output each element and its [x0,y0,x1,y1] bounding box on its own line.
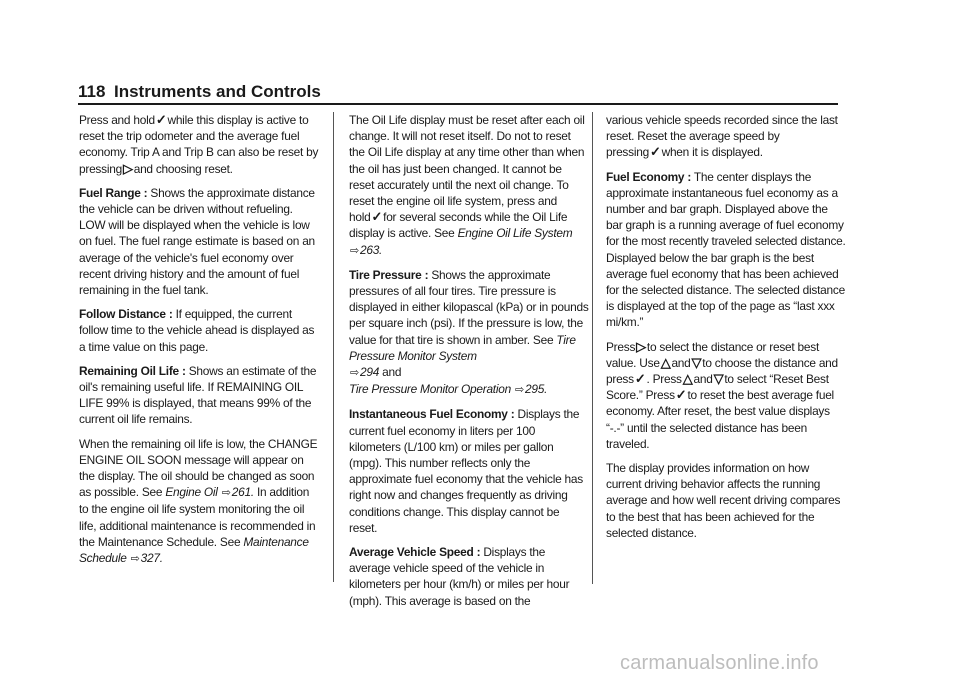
page-ref-263[interactable]: 263. [359,242,383,257]
reset-instructions-paragraph: Press▷to select the distance or reset best value. Use△and▽to choose the distance and press✓. Press△and▽to select “Reset Best Score.” Press✓to reset the best average fuel economy. After reset, the best value displays “-.-” until the selected distance has been traveled. [606,338,838,451]
page-ref-327[interactable]: 327. [140,551,163,566]
right-arrow-icon: ▷ [636,338,646,354]
follow-distance-paragraph: Follow Distance : If equipped, the current follow time to the vehicle ahead is displayed as a time value on this page. [79,307,315,354]
maintenance-schedule-link[interactable]: Maintenance Schedule [79,534,309,566]
instantaneous-fuel-economy-term: Instantaneous Fuel Economy : [349,407,515,422]
oil-life-paragraph: Remaining Oil Life : Shows an estimate of the oil's remaining useful life. If REMAINING OIL LIFE 99% is displayed, that means 99% of the current oil life remains. [79,363,317,427]
average-vehicle-speed-term: Average Vehicle Speed : [349,545,481,560]
follow-distance-term: Follow Distance : [79,307,173,322]
oil-reset-paragraph: The Oil Life display must be reset after each oil change. It will not reset itself. Do not to reset the Oil Life display at any time other than when the oil has just been changed. It cannot be reset accurately until the next oil change. To reset the engine oil life system, press and hold✓for several seconds while the Oil Life display is active. See Engine Oil Life System ⇨263. [349,113,585,257]
display-info-paragraph: The display provides information on how current driving behavior affects the running average and how well recent driving compares to the best that has been achieved for the selected distance. [606,461,841,540]
column-divider-2 [592,112,593,584]
page-arrow-icon: ⇨ [221,487,231,500]
down-arrow-icon: ▽ [691,354,702,370]
trip-reset-paragraph: Press and hold✓while this display is active to reset the trip odometer and the average fuel economy. Trip A and Trip B can also be reset by pressing▷and choosing reset. [79,112,319,176]
tire-pressure-monitor-system-link[interactable]: Tire Pressure Monitor System [349,332,576,363]
fuel-range-paragraph: Fuel Range : Shows the approximate distance the vehicle can be driven without refueling. LOW will be displayed when the vehicle is low on fuel. The fuel range estimate is based on an average of the vehicle's fuel economy over recent driving history and the amount of fuel remaining in the fuel tank. [79,185,315,298]
page-arrow-icon: ⇨ [515,384,525,397]
column-2 [349,112,589,617]
up-arrow-icon: △ [682,371,693,387]
section-title: Instruments and Controls [114,82,321,101]
fuel-economy-paragraph: Fuel Economy : The center displays the approximate instantaneous fuel economy as a number and bar graph. Displayed above the bar graph is a running average of fuel economy for the most recently traveled selected distance. Displayed below the bar graph is the best average fuel economy that has been achieved for the selected distance. The selected distance is displayed at the top of the page as “last xxx mi/km.” [606,169,846,330]
page-arrow-icon: ⇨ [350,244,359,257]
up-arrow-icon: △ [660,354,671,370]
check-icon: ✓ [634,371,646,387]
tire-pressure-monitor-operation-link[interactable]: Tire Pressure Monitor Operation [349,382,511,397]
down-arrow-icon: ▽ [713,371,724,387]
check-icon: ✓ [371,209,383,225]
header-rule [78,103,838,105]
instantaneous-fuel-economy-paragraph: Instantaneous Fuel Economy : Displays the current fuel economy in liters per 100 kilometers (L/100 km) or miles per gallon (mpg). This number reflects only the approximate fuel economy that the vehicle has right now and changes frequently as driving conditions change. This display cannot be reset. [349,407,583,535]
page-ref-294[interactable]: 294 [359,365,380,380]
engine-oil-link[interactable]: Engine Oil [165,485,218,500]
engine-oil-life-system-link[interactable]: Engine Oil Life System [457,226,573,241]
average-vehicle-speed-paragraph: Average Vehicle Speed : Displays the average vehicle speed of the vehicle in kilometers per hour (km/h) or miles per hour (mph). This average is based on the [349,545,570,608]
tire-pressure-paragraph: Tire Pressure : Shows the approximate pressures of all four tires. Tire pressure is displayed in either kilopascal (kPa) or in pounds per square inch (psi). If the pressure is low, the value for that tire is shown in amber. See Tire Pressure Monitor System ⇨294 and Tire Pressure Monitor Operation ⇨295. [349,267,589,397]
check-icon: ✓ [649,144,661,160]
watermark: carmanualsonline.info [620,652,819,674]
page-ref-261[interactable]: 261. [231,485,254,500]
page-number: 118 [78,82,106,101]
tire-pressure-term: Tire Pressure : [349,267,429,282]
check-icon: ✓ [675,387,687,403]
page-header [78,82,838,104]
column-1 [79,112,319,575]
average-speed-continued-paragraph: various vehicle speeds recorded since the last reset. Reset the average speed by pressing✓when it is displayed. [606,113,838,160]
column-divider-1 [333,112,334,582]
oil-low-paragraph: When the remaining oil life is low, the CHANGE ENGINE OIL SOON message will appear on the display. The oil should be changed as soon as possible. See Engine Oil ⇨261. In addition to the engine oil life system monitoring the oil life, additional maintenance is recommended in the Maintenance Schedule. See Maintenance Schedule ⇨327. [79,436,318,566]
page-arrow-icon: ⇨ [130,553,140,566]
fuel-economy-term: Fuel Economy : [606,169,692,184]
page-arrow-icon: ⇨ [350,367,359,380]
fuel-range-term: Fuel Range : [79,185,148,200]
oil-life-term: Remaining Oil Life : [79,363,186,378]
page-ref-295[interactable]: 295. [525,382,548,397]
right-arrow-icon: ▷ [122,160,133,176]
column-3 [606,112,846,549]
check-icon: ✓ [155,112,167,127]
